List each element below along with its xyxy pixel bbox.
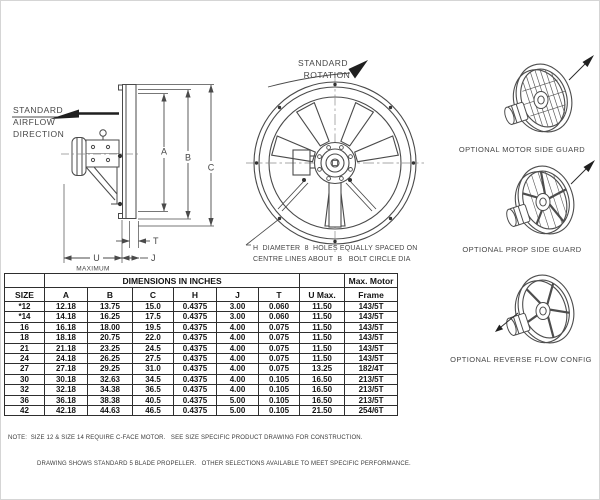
value-cell: 16.50 [300, 395, 345, 405]
size-cell: 18 [5, 333, 45, 343]
value-cell: 34.5 [133, 374, 174, 384]
table-row [5, 374, 398, 384]
rotation-callout [268, 58, 368, 87]
airflow-label-line1: STANDARD [13, 105, 64, 115]
value-cell: 4.00 [217, 333, 259, 343]
fan-hub [315, 143, 356, 184]
rotation-label-line2: ROTATION [303, 70, 351, 80]
table-row [5, 385, 398, 395]
size-cell: *14 [5, 312, 45, 322]
holes-note-line2: CENTRE LINES ABOUT B BOLT CIRCLE DIA [253, 256, 411, 263]
value-cell: 0.4375 [174, 322, 217, 332]
value-cell: 13.75 [88, 302, 133, 312]
value-cell: 3.00 [217, 302, 259, 312]
value-cell: 27.5 [133, 354, 174, 364]
value-cell: 0.075 [259, 343, 300, 353]
value-cell: 0.4375 [174, 406, 217, 416]
optional-motor-side-guard-figure [459, 55, 594, 154]
column-header: B [88, 288, 133, 302]
value-cell: 0.075 [259, 333, 300, 343]
value-cell: 30.18 [45, 374, 88, 384]
group-header-row [5, 274, 398, 288]
value-cell: 40.5 [133, 395, 174, 405]
column-header: A [45, 288, 88, 302]
value-cell: 31.0 [133, 364, 174, 374]
side-view-figure [12, 85, 215, 273]
dim-label-c: C [207, 162, 215, 173]
value-cell: 32.63 [88, 374, 133, 384]
dim-label-j: J [151, 253, 156, 263]
airflow-direction-callout [12, 105, 119, 139]
value-cell: 36.18 [45, 395, 88, 405]
value-cell: 0.105 [259, 395, 300, 405]
value-cell: 42.18 [45, 406, 88, 416]
value-cell: 4.00 [217, 322, 259, 332]
size-cell: 36 [5, 395, 45, 405]
value-cell: 0.105 [259, 406, 300, 416]
column-header-frame: Frame [345, 288, 398, 302]
size-cell: 16 [5, 322, 45, 332]
airflow-label-line3: DIRECTION [13, 129, 65, 139]
note-line-1: NOTE: SIZE 12 & SIZE 14 REQUIRE C-FACE MOTOR. SEE SIZE SPECIFIC PRODUCT DRAWING FOR CONSTRUCTION. [8, 435, 363, 441]
column-header-row [5, 288, 398, 302]
lifting-eye [100, 130, 106, 136]
prop-side-guard-label: OPTIONAL PROP SIDE GUARD [462, 245, 582, 254]
table-row [5, 364, 398, 374]
value-cell: 213/5T [345, 395, 398, 405]
value-cell: 0.4375 [174, 302, 217, 312]
value-cell: 20.75 [88, 333, 133, 343]
value-cell: 254/6T [345, 406, 398, 416]
value-cell: 17.5 [133, 312, 174, 322]
value-cell: 15.0 [133, 302, 174, 312]
value-cell: 0.4375 [174, 364, 217, 374]
value-cell: 0.075 [259, 322, 300, 332]
value-cell: 11.50 [300, 312, 345, 322]
value-cell: 16.50 [300, 374, 345, 384]
value-cell: 29.25 [88, 364, 133, 374]
value-cell: 16.50 [300, 385, 345, 395]
size-cell: 21 [5, 343, 45, 353]
value-cell: 34.38 [88, 385, 133, 395]
airflow-label-line2: AIRFLOW [13, 117, 56, 127]
value-cell: 0.4375 [174, 312, 217, 322]
value-cell: 23.25 [88, 343, 133, 353]
value-cell: 143/5T [345, 302, 398, 312]
size-cell: 32 [5, 385, 45, 395]
value-cell: 44.63 [88, 406, 133, 416]
value-cell: 11.50 [300, 322, 345, 332]
reverse-flow-config-label: OPTIONAL REVERSE FLOW CONFIG [450, 355, 592, 364]
value-cell: 5.00 [217, 395, 259, 405]
size-cell: 24 [5, 354, 45, 364]
value-cell: 0.4375 [174, 343, 217, 353]
value-cell: 143/5T [345, 333, 398, 343]
motor-side-guard-label: OPTIONAL MOTOR SIDE GUARD [458, 145, 586, 154]
value-cell: 24.5 [133, 343, 174, 353]
column-header: H [174, 288, 217, 302]
value-cell: 3.00 [217, 312, 259, 322]
footnotes [8, 417, 411, 485]
value-cell: 46.5 [133, 406, 174, 416]
rotation-label-line1: STANDARD [297, 58, 349, 68]
table-row [5, 302, 398, 312]
value-cell: 14.18 [45, 312, 88, 322]
value-cell: 19.5 [133, 322, 174, 332]
size-cell: 30 [5, 374, 45, 384]
value-cell: 5.00 [217, 406, 259, 416]
dim-label-a: A [160, 146, 168, 157]
size-cell: 42 [5, 406, 45, 416]
value-cell: 0.4375 [174, 385, 217, 395]
value-cell: 32.18 [45, 385, 88, 395]
value-cell: 0.060 [259, 302, 300, 312]
value-cell: 0.105 [259, 374, 300, 384]
value-cell: 4.00 [217, 343, 259, 353]
empty-header-cell [5, 274, 45, 288]
value-cell: 0.4375 [174, 374, 217, 384]
dim-label-t: T [153, 236, 159, 246]
column-header: T [259, 288, 300, 302]
value-cell: 11.50 [300, 354, 345, 364]
value-cell: 16.18 [45, 322, 88, 332]
note-line-2: DRAWING SHOWS STANDARD 5 BLADE PROPELLER. OTHER SELECTIONS AVAILABLE TO MEET SPECIFIC PERFORMANCE. [37, 460, 411, 467]
column-header: J [217, 288, 259, 302]
value-cell: 182/4T [345, 364, 398, 374]
value-cell: 38.38 [88, 395, 133, 405]
value-cell: 21.18 [45, 343, 88, 353]
value-cell: 18.00 [88, 322, 133, 332]
value-cell: 0.060 [259, 312, 300, 322]
table-row [5, 395, 398, 405]
value-cell: 0.4375 [174, 395, 217, 405]
group-header: DIMENSIONS IN INCHES [45, 274, 300, 288]
value-cell: 0.4375 [174, 354, 217, 364]
dim-label-u: U [93, 253, 100, 263]
value-cell: 4.00 [217, 385, 259, 395]
value-cell: 24.18 [45, 354, 88, 364]
table-row [5, 333, 398, 343]
value-cell: 143/5T [345, 312, 398, 322]
value-cell: 16.25 [88, 312, 133, 322]
value-cell: 0.4375 [174, 333, 217, 343]
optional-prop-side-guard-figure [462, 159, 595, 254]
dimensions-table [4, 273, 398, 416]
value-cell: 11.50 [300, 343, 345, 353]
value-cell: 143/5T [345, 322, 398, 332]
front-view-figure [246, 58, 424, 263]
table-row [5, 406, 398, 416]
size-cell: 27 [5, 364, 45, 374]
value-cell: 4.00 [217, 354, 259, 364]
value-cell: 4.00 [217, 374, 259, 384]
value-cell: 4.00 [217, 364, 259, 374]
value-cell: 143/5T [345, 343, 398, 353]
value-cell: 12.18 [45, 302, 88, 312]
value-cell: 22.0 [133, 333, 174, 343]
value-cell: 0.075 [259, 354, 300, 364]
value-cell: 18.18 [45, 333, 88, 343]
table-row [5, 312, 398, 322]
value-cell: 36.5 [133, 385, 174, 395]
column-header: SIZE [5, 288, 45, 302]
column-header: C [133, 288, 174, 302]
table-row [5, 343, 398, 353]
max-motor-header: Max. Motor [345, 274, 398, 288]
table-row [5, 322, 398, 332]
holes-note-line1: H DIAMETER 8 HOLES EQUALLY SPACED ON [253, 245, 418, 252]
value-cell: 26.25 [88, 354, 133, 364]
value-cell: 21.50 [300, 406, 345, 416]
value-cell: 213/5T [345, 385, 398, 395]
fan-housing [123, 85, 137, 219]
optional-reverse-flow-figure [450, 268, 592, 364]
value-cell: 0.105 [259, 385, 300, 395]
maximum-label: MAXIMUM [76, 265, 110, 273]
value-cell: 27.18 [45, 364, 88, 374]
empty-header-cell-u [300, 274, 345, 288]
table-row [5, 354, 398, 364]
dimensions-table-body [5, 302, 398, 416]
value-cell: 13.25 [300, 364, 345, 374]
value-cell: 213/5T [345, 374, 398, 384]
value-cell: 143/5T [345, 354, 398, 364]
value-cell: 11.50 [300, 333, 345, 343]
value-cell: 11.50 [300, 302, 345, 312]
dim-label-b: B [184, 152, 192, 163]
value-cell: 0.075 [259, 364, 300, 374]
size-cell: *12 [5, 302, 45, 312]
rotation-arrow-icon [349, 60, 369, 79]
column-header: U Max. [300, 288, 345, 302]
